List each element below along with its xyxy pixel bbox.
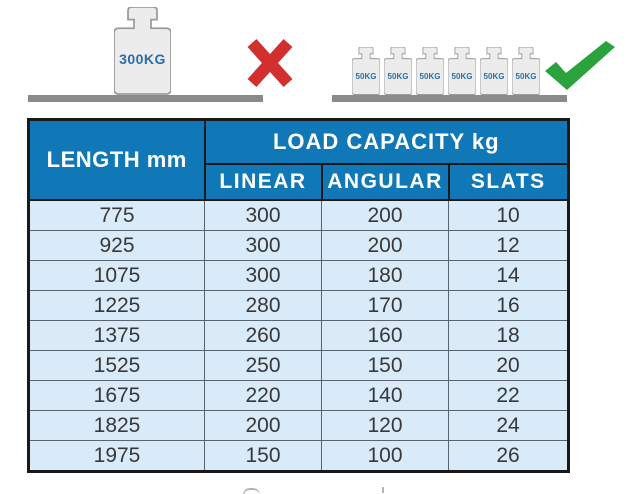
table-cell: 1675 (29, 381, 205, 411)
col-header-length: LENGTH mm (29, 120, 205, 201)
weight-shape (448, 47, 476, 95)
weight-300kg (114, 7, 171, 95)
cutoff-graphic-fragment (243, 488, 260, 494)
table-cell: 250 (205, 351, 322, 381)
table-cell: 220 (205, 381, 322, 411)
col-header-angular: ANGULAR (322, 164, 449, 200)
shelf-bar (28, 95, 263, 102)
table-cell: 775 (29, 200, 205, 231)
table-cell: 120 (322, 411, 449, 441)
table-cell: 24 (449, 411, 569, 441)
table-cell: 160 (322, 321, 449, 351)
table-cell: 300 (205, 200, 322, 231)
header-row-1 (29, 120, 569, 165)
table-cell: 1825 (29, 411, 205, 441)
table-row (29, 261, 569, 291)
table-cell: 14 (449, 261, 569, 291)
table-cell: 12 (449, 231, 569, 261)
cross-icon (246, 37, 294, 89)
weight-label: 300KG (119, 51, 166, 67)
weight-label: 50KG (419, 72, 441, 81)
table-cell: 925 (29, 231, 205, 261)
weight-label: 50KG (483, 72, 505, 81)
check-icon (545, 41, 615, 90)
table-cell: 26 (449, 441, 569, 472)
weight-shape (416, 47, 444, 95)
table-cell: 1975 (29, 441, 205, 472)
weight-shape (384, 47, 412, 95)
weight-50kg (384, 47, 412, 95)
col-header-linear: LINEAR (205, 164, 322, 200)
table-cell: 20 (449, 351, 569, 381)
table-title: LOAD CAPACITY kg (205, 120, 569, 165)
weight-50kg (448, 47, 476, 95)
table-cell: 1075 (29, 261, 205, 291)
weight-50kg (416, 47, 444, 95)
weight-label: 50KG (355, 72, 377, 81)
weight-label: 50KG (387, 72, 409, 81)
table-row (29, 351, 569, 381)
table-row (29, 441, 569, 472)
table-cell: 100 (322, 441, 449, 472)
table-cell: 140 (322, 381, 449, 411)
table-row (29, 381, 569, 411)
weight-shape (512, 47, 540, 95)
table-row (29, 200, 569, 231)
load-capacity-table (27, 118, 570, 473)
table-cell: 200 (205, 411, 322, 441)
table-cell: 150 (322, 351, 449, 381)
table-cell: 1225 (29, 291, 205, 321)
table-cell: 18 (449, 321, 569, 351)
cutoff-graphic-fragment (374, 487, 384, 493)
weight-50kg (480, 47, 508, 95)
weight-50kg (512, 47, 540, 95)
table-cell: 300 (205, 261, 322, 291)
table-row (29, 291, 569, 321)
table-cell: 22 (449, 381, 569, 411)
table-cell: 280 (205, 291, 322, 321)
table-cell: 150 (205, 441, 322, 472)
weight-shape (480, 47, 508, 95)
table-cell: 1525 (29, 351, 205, 381)
weight-50kg (352, 47, 380, 95)
table-cell: 16 (449, 291, 569, 321)
table-row (29, 231, 569, 261)
weight-shape (352, 47, 380, 95)
table-cell: 10 (449, 200, 569, 231)
table-cell: 200 (322, 200, 449, 231)
weight-label: 50KG (451, 72, 473, 81)
table-cell: 170 (322, 291, 449, 321)
table-row (29, 411, 569, 441)
weight-label: 50KG (515, 72, 537, 81)
table-row (29, 321, 569, 351)
col-header-slats: SLATS (449, 164, 569, 200)
table-cell: 300 (205, 231, 322, 261)
table-cell: 180 (322, 261, 449, 291)
shelf-bar (332, 95, 567, 102)
table-cell: 200 (322, 231, 449, 261)
table-cell: 260 (205, 321, 322, 351)
table-cell: 1375 (29, 321, 205, 351)
